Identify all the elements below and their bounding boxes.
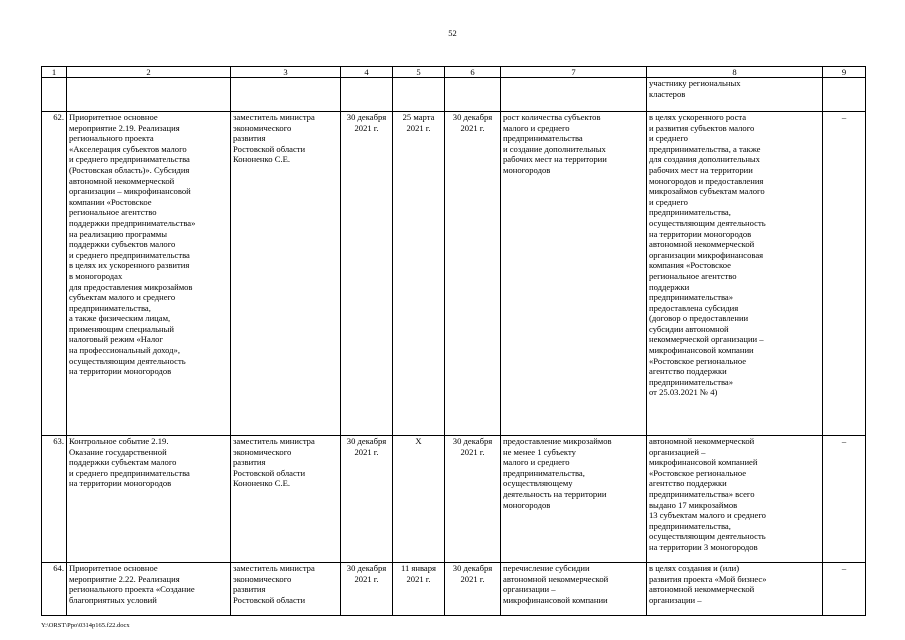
responsible-cell: заместитель министра экономического развития Ростовской области Кононенко С.Е. (231, 436, 341, 563)
responsible-cell: заместитель министра экономического развития Ростовской области Кононенко С.Е. (231, 112, 341, 436)
continuation-row (42, 78, 866, 112)
header-cell-5: 5 (393, 67, 445, 78)
report-table (41, 66, 866, 616)
page-number: 52 (448, 28, 457, 38)
fact-date-cell: 25 марта 2021 г. (393, 112, 445, 436)
event-cell: Приоритетное основное мероприятие 2.22. Реализация регионального проекта «Создание благоприятных условий (67, 563, 231, 616)
header-cell-1: 1 (42, 67, 67, 78)
result-cell: рост количества субъектов малого и среднего предпринимательства и создание дополнительных рабочих мест на территории моногородов (501, 112, 647, 436)
header-row (42, 67, 866, 78)
row-number: 63. (42, 436, 67, 563)
header-cell-8: 8 (647, 67, 823, 78)
row-number: 62. (42, 112, 67, 436)
header-cell-4: 4 (341, 67, 393, 78)
table-row (42, 563, 866, 616)
header-cell-3: 3 (231, 67, 341, 78)
fact-result-cell: в целях ускоренного роста и развития субъектов малого и среднего предпринимательства, а также для создания дополнительных рабочих мест на территории моногородов и предоставления микрозаймов субъектам малого и среднего предпринимательства, осуществляющим деятельность на территории моногородов автономной некоммерческой организации микрофинансовая компания «Ростовское региональное агентство поддержки предпринимательства» предоставлена субсидия (договор о предоставлении субсидии автономной некоммерческой организации – микрофинансовой компании «Ростовское региональное агентство поддержки предпринимательства» от 25.03.2021 № 4) (647, 112, 823, 436)
expected-date-cell: 30 декабря 2021 г. (445, 563, 501, 616)
table-row (42, 436, 866, 563)
plan-date-cell: 30 декабря 2021 г. (341, 112, 393, 436)
table-row (42, 112, 866, 436)
continuation-fact-result: участнику региональных кластеров (647, 78, 823, 112)
fact-date-cell: Х (393, 436, 445, 563)
fact-result-cell: автономной некоммерческой организацией – микрофинансовой компанией «Ростовское региональное агентство поддержки предпринимательства» всего выдано 17 микрозаймов 13 субъектам малого и среднего предпринимательства, осуществляющим деятельность на территории 3 моногородов (647, 436, 823, 563)
header-cell-2: 2 (67, 67, 231, 78)
note-cell: – (823, 436, 866, 563)
result-cell: предоставление микрозаймов не менее 1 субъекту малого и среднего предпринимательства, осуществляющему деятельность на территории моногородов (501, 436, 647, 563)
expected-date-cell: 30 декабря 2021 г. (445, 112, 501, 436)
fact-result-cell: в целях создания и (или) развития проекта «Мой бизнес» автономной некоммерческой организации – (647, 563, 823, 616)
header-cell-9: 9 (823, 67, 866, 78)
event-cell: Приоритетное основное мероприятие 2.19. Реализация регионального проекта «Акселерация субъектов малого и среднего предпринимательства (Ростовская область)». Субсидия автономной некоммерческой организации – микрофинансовой компании «Ростовское региональное агентство поддержки предпринимательства» на реализацию программы поддержки субъектов малого и среднего предпринимательства в целях их ускоренного развития в моногородах для предоставления микрозаймов субъектам малого и среднего предпринимательства, а также физическим лицам, применяющим специальный налоговый режим «Налог на профессиональный доход», осуществляющим деятельность на территории моногородов (67, 112, 231, 436)
row-number: 64. (42, 563, 67, 616)
expected-date-cell: 30 декабря 2021 г. (445, 436, 501, 563)
note-cell: – (823, 563, 866, 616)
plan-date-cell: 30 декабря 2021 г. (341, 563, 393, 616)
result-cell: перечисление субсидии автономной некоммерческой организации – микрофинансовой компании (501, 563, 647, 616)
fact-date-cell: 11 января 2021 г. (393, 563, 445, 616)
header-cell-7: 7 (501, 67, 647, 78)
header-cell-6: 6 (445, 67, 501, 78)
plan-date-cell: 30 декабря 2021 г. (341, 436, 393, 563)
responsible-cell: заместитель министра экономического развития Ростовской области (231, 563, 341, 616)
event-cell: Контрольное событие 2.19. Оказание государственной поддержки субъектам малого и среднего предпринимательства на территории моногородов (67, 436, 231, 563)
note-cell: – (823, 112, 866, 436)
file-path-footer: Y:\ORST\Ppo\0314p165.f22.docx (41, 622, 130, 629)
